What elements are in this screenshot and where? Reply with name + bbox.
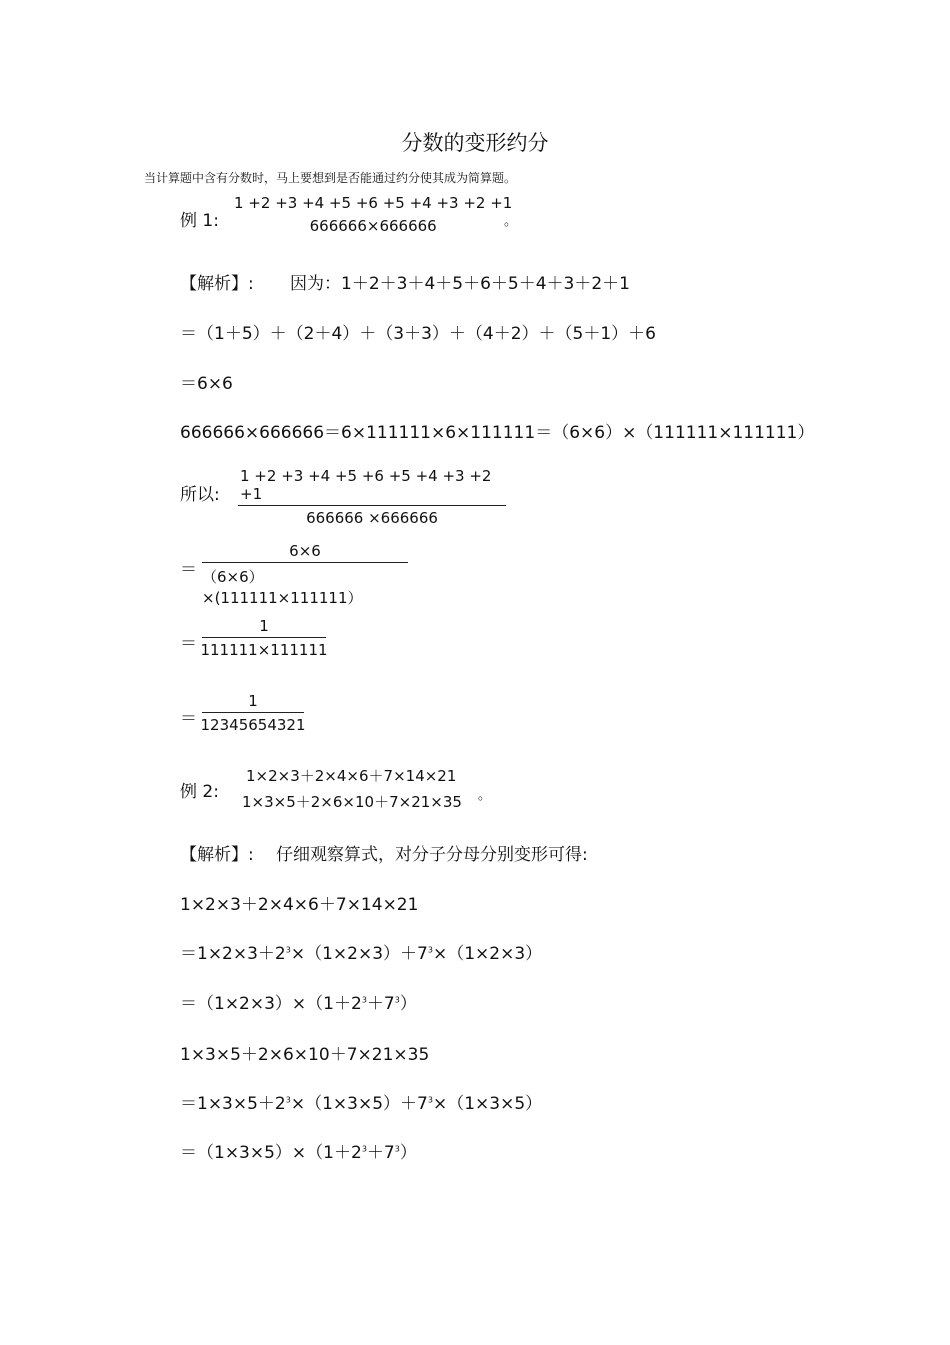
equals-sign: ＝ [180,709,197,729]
analysis-heading-1: 【解析】: [180,274,254,294]
denominator-step-1: $=1\times 3\times 5+2^3\times(1\times 3\times 5)+7^3\times(1\times 3\times 5)$ [180,1094,543,1114]
example-2-fraction [242,765,478,812]
fraction-denominator: 666666×666666 [309,217,437,235]
therefore-fraction [238,467,506,527]
fraction-denominator: 111111×111111 [200,641,328,659]
fraction-numerator: 6×6 [289,542,321,560]
fraction-numerator: 1 [259,617,269,635]
denominator-step-2: $=(1\times 3\times 5)\times(1+2^3+7^3)$ [180,1143,417,1163]
numerator-expression: 1×2×3＋2×4×6＋7×14×21 [180,895,419,915]
fraction-numerator: 1×2×3＋2×4×6＋7×14×21 [246,767,457,785]
example-1-fraction [232,194,514,235]
fraction-step-2 [202,617,326,659]
equals-sign: ＝ [180,560,197,580]
fraction-step-3 [202,692,304,734]
period-mark: 。 [478,788,492,803]
analysis-text-2: 仔细观察算式，对分子分母分别变形可得: [276,845,588,865]
numerator-step-2: $=(1\times 2\times 3)\times(1+2^3+7^3)$ [180,994,417,1014]
fraction-denominator: （6×6）×(111111×111111） [202,568,363,607]
period-mark: 。 [504,214,518,229]
fraction-denominator: 1×3×5＋2×6×10＋7×21×35 [242,793,462,811]
fraction-step-1 [202,542,408,608]
because-line: 因为：1＋2＋3＋4＋5＋6＋5＋4＋3＋2＋1 [290,274,630,294]
example-1-label: 例 1: [180,211,219,231]
intro-text: 当计算题中含有分数时，马上要想到是否能通过约分使其成为简算题。 [144,171,517,185]
denominator-expression: 1×3×5＋2×6×10＋7×21×35 [180,1045,430,1065]
therefore-label: 所以: [180,485,220,505]
fraction-denominator: 666666 ×666666 [306,509,438,527]
numerator-step-1: $=1\times 2\times 3+2^3\times(1\times 2\times 3)+7^3\times(1\times 2\times 3)$ [180,944,543,964]
example-2-label: 例 2: [180,782,219,802]
solution-1-step-3: 666666×666666＝6×111111×6×111111＝（6×6）×（111111×111111） [180,423,815,443]
analysis-heading-2: 【解析】: [180,845,254,865]
fraction-numerator: 1 +2 +3 +4 +5 +6 +5 +4 +3 +2 +1 [234,194,513,212]
solution-1-step-1: ＝（1＋5）＋（2＋4）＋（3＋3）＋（4＋2）＋（5＋1）＋6 [180,324,656,344]
equals-sign: ＝ [180,634,197,654]
fraction-numerator: 1 [248,692,258,710]
fraction-numerator: 1 +2 +3 +4 +5 +6 +5 +4 +3 +2 +1 [240,467,492,503]
fraction-denominator: 12345654321 [200,716,306,734]
solution-1-step-2: ＝6×6 [180,374,233,394]
page-title: 分数的变形约分 [401,131,549,155]
